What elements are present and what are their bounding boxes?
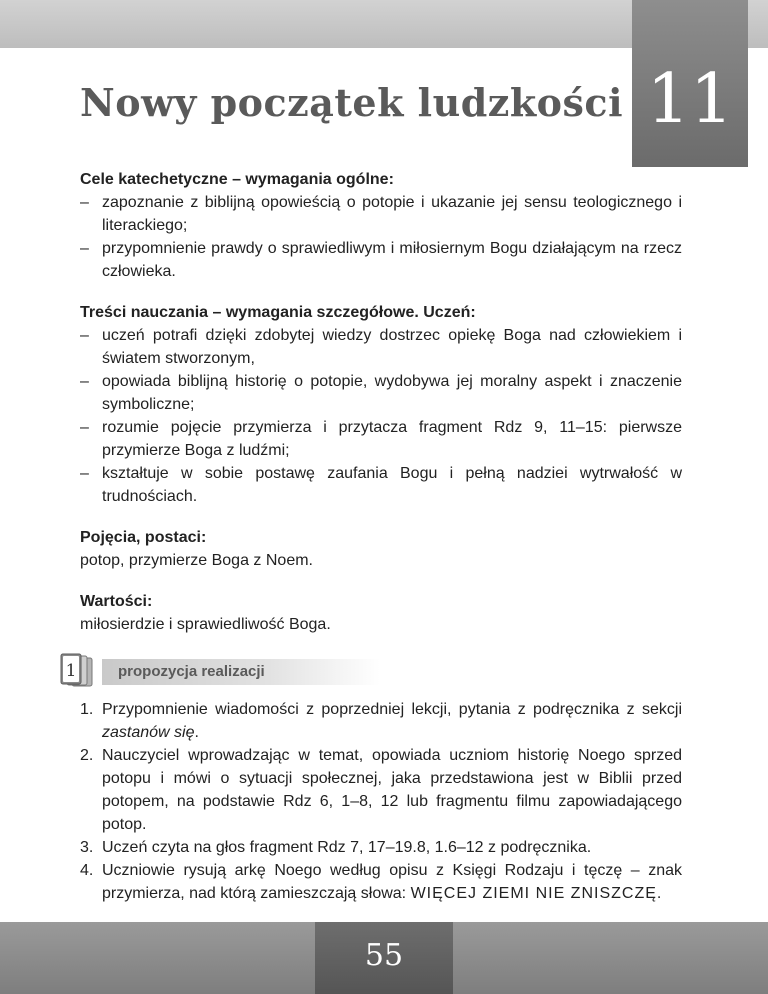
- realizacja-header: [65, 652, 682, 698]
- tresci-list: [80, 324, 682, 508]
- book-stack-icon: [58, 652, 100, 690]
- tresci-heading: Treści nauczania – wymagania szczegółowe. Uczeń:: [80, 304, 476, 321]
- step-number: 3.: [80, 839, 94, 856]
- realizacja-label: propozycja realizacji: [118, 663, 265, 680]
- step-number: 1.: [80, 701, 94, 718]
- tresci-item: – kształtuje w sobie postawę zaufania Bogu i pełną nadziei wytrwałość w trudnościach.: [80, 462, 682, 508]
- page-number: 55: [364, 938, 404, 973]
- pojecia-text: potop, przymierze Boga z Noem.: [80, 552, 313, 569]
- step-item: 3. Uczeń czyta na głos fragment Rdz 7, 17–19.8, 1.6–12 z podręcznika.: [80, 836, 682, 859]
- realizacja-icon-number: 1: [65, 661, 77, 681]
- realizacja-steps: [80, 698, 682, 905]
- step-number: 2.: [80, 747, 94, 764]
- tresci-item: – opowiada biblijną historię o potopie, wydobywa jej moralny aspekt i znaczenie symboliczne;: [80, 370, 682, 416]
- cele-item: – przypomnienie prawdy o sprawiedliwym i miłosiernym Bogu działającym na rzecz człowieka.: [80, 237, 682, 283]
- cele-item: – zapoznanie z biblijną opowieścią o potopie i ukazanie jej sensu teologicznego i literackiego;: [80, 191, 682, 237]
- chapter-number: 11: [646, 60, 734, 139]
- page-title: Nowy początek ludzkości: [80, 80, 623, 125]
- step-item: 4. Uczniowie rysują arkę Noego według opisu z Księgi Rodzaju i tęczę – znak przymierza, nad którą zamieszczają słowa: WIĘCEJ ZIEMI NIE ZNISZCZĘ.: [80, 859, 682, 905]
- step-item: 1. Przypomnienie wiadomości z poprzedniej lekcji, pytania z podręcznika z sekcji zastanów się.: [80, 698, 682, 744]
- tresci-item: – rozumie pojęcie przymierza i przytacza fragment Rdz 9, 11–15: pierwsze przymierze Boga z ludźmi;: [80, 416, 682, 462]
- wartosci-text: miłosierdzie i sprawiedliwość Boga.: [80, 616, 331, 633]
- step-number: 4.: [80, 862, 94, 879]
- tresci-item: – uczeń potrafi dzięki zdobytej wiedzy dostrzec opiekę Boga nad człowiekiem i światem stworzonym,: [80, 324, 682, 370]
- wartosci-heading: Wartości:: [80, 593, 153, 610]
- step-item: 2. Nauczyciel wprowadzając w temat, opowiada uczniom historię Noego sprzed potopu i mówi o sytuacji społecznej, jaka przedstawiona jest w Biblii przed potopem, na podstawie Rdz 6, 1–8, 12 lub fragmentu filmu zapowiadającego potop.: [80, 744, 682, 836]
- cele-heading: Cele katechetyczne – wymagania ogólne:: [80, 171, 394, 188]
- cele-list: [80, 191, 682, 283]
- main-content: [65, 168, 682, 905]
- pojecia-heading: Pojęcia, postaci:: [80, 529, 207, 546]
